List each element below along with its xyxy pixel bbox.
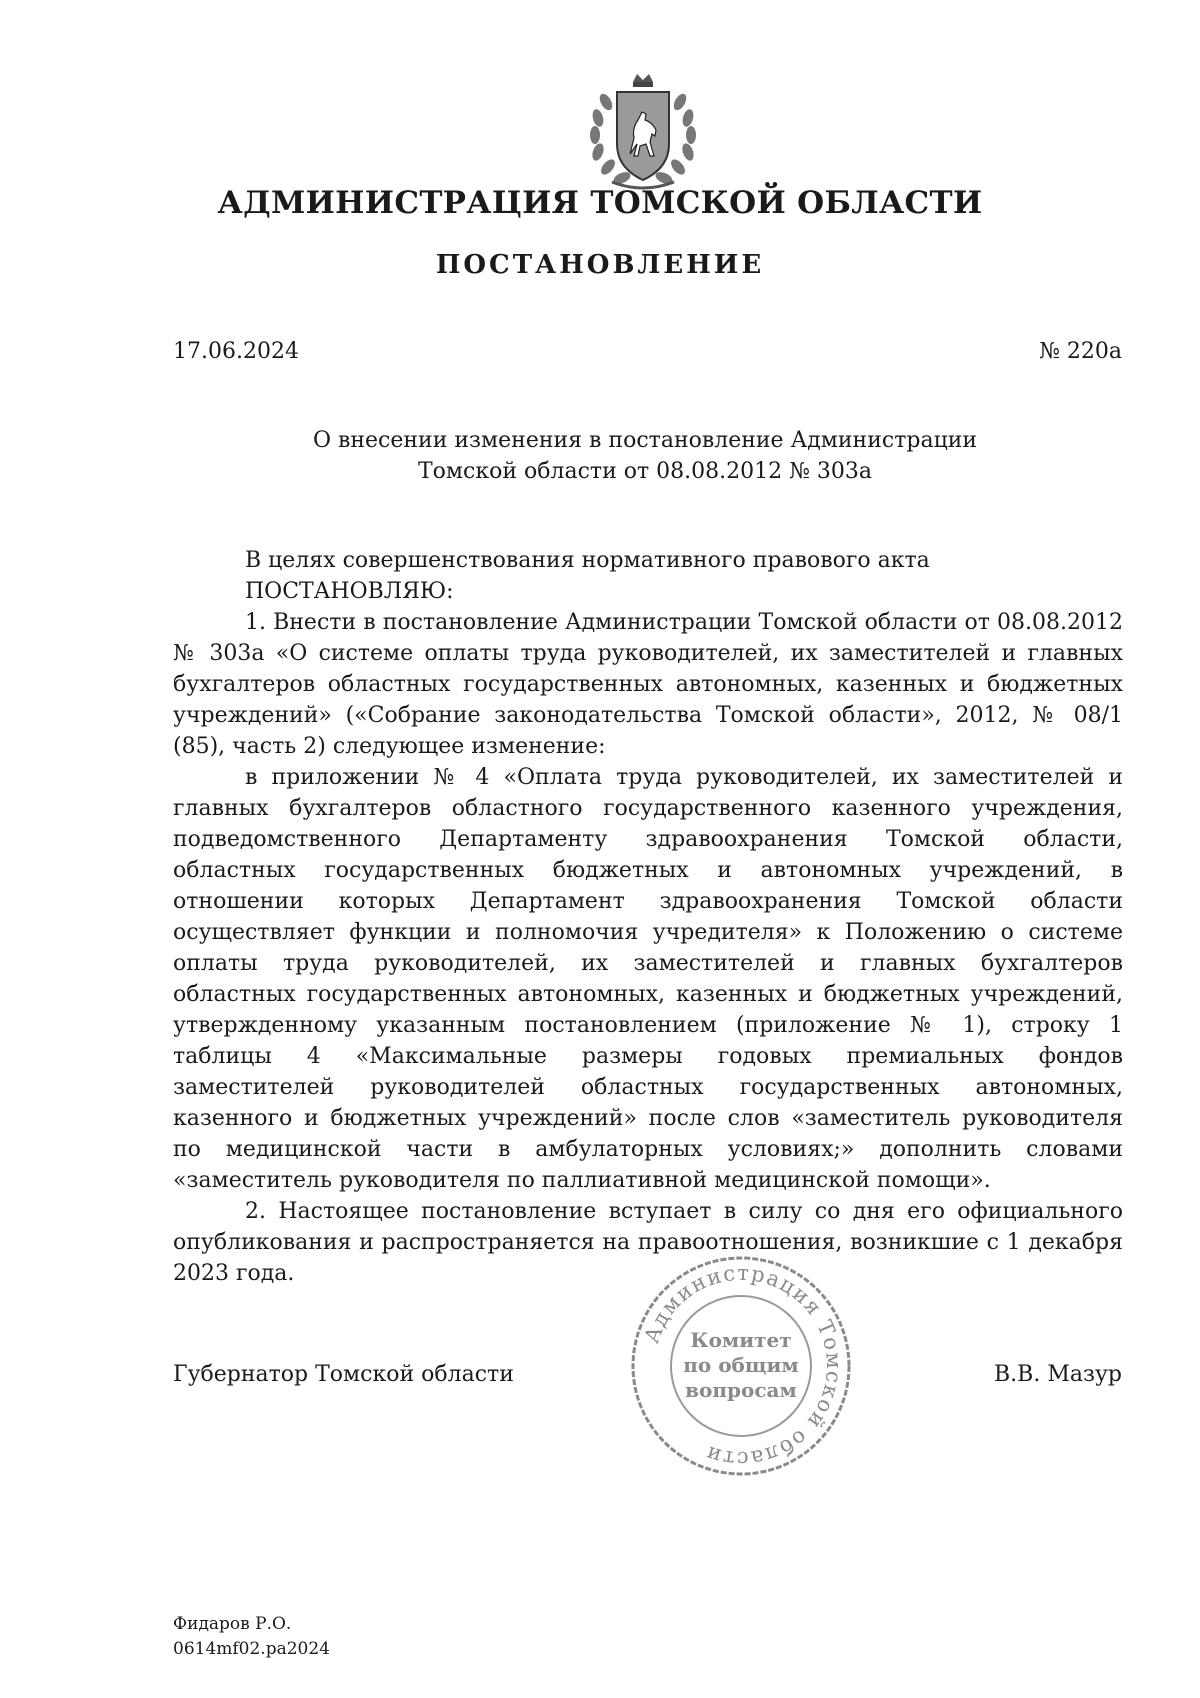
- document-subject: [0, 425, 1200, 487]
- document-body: [173, 545, 1123, 1289]
- subject-line-1: О внесении изменения в постановление Администрации: [312, 428, 978, 453]
- signer-name: В.В. Мазур: [994, 1362, 1122, 1387]
- stamp-ring-text: Администрация Томской области: [639, 1260, 847, 1472]
- document-date: 17.06.2024: [173, 339, 299, 364]
- body-item-1-detail: в приложении № 4 «Оплата труда руководителей, их заместителей и главных бухгалтеров областного государственного казенного учреждения, подведомственного Департаменту здравоохранения Томской области, областных государственных бюджетных и автономных учреждений, в отношении которых Департамент здравоохранения Томской области осуществляет функции и полномочия учредителя» к Положению о системе оплаты труда руководителей, их заместителей и главных бухгалтеров областных государственных автономных, казенных и бюджетных учреждений, утвержденному указанным постановлением (приложение № 1), строку 1 таблицы 4 «Максимальные размеры годовых премиальных фондов заместителей руководителей областных государственных автономных, казенного и бюджетных учреждений» после слов «заместитель руководителя по медицинской части в амбулаторных условиях;» дополнить словами «заместитель руководителя по паллиативной медицинской помощи».: [173, 765, 1123, 1193]
- executor-name: Фидаров Р.О.: [173, 1614, 292, 1634]
- body-item-2: 2. Настоящее постановление вступает в силу со дня его официального опубликования и распространяется на правоотношения, возникшие с 1 декабря 2023 года.: [173, 1199, 1123, 1286]
- subject-line-2: Томской области от 08.08.2012 № 303а: [417, 459, 873, 484]
- body-item-1: 1. Внести в постановление Администрации Томской области от 08.08.2012 № 303а «О системе оплаты труда руководителей, их заместителей и главных бухгалтеров областных государственных автономных, казенных и бюджетных учреждений» («Собрание законодательства Томской области», 2012, № 08/1 (85), часть 2) следующее изменение:: [173, 610, 1123, 759]
- document-code: 0614mf02.pa2024: [173, 1639, 330, 1659]
- signer-position: Губернатор Томской области: [173, 1362, 514, 1387]
- body-intro: В целях совершенствования нормативного правового акта: [245, 548, 930, 573]
- document-footer: [173, 1612, 330, 1662]
- coat-of-arms-icon: [582, 72, 704, 190]
- stamp-center-line-1: Комитет: [690, 1328, 792, 1352]
- body-resolve: ПОСТАНОВЛЯЮ:: [245, 579, 454, 604]
- document-number: № 220а: [1039, 339, 1122, 364]
- organization-title: АДМИНИСТРАЦИЯ ТОМСКОЙ ОБЛАСТИ: [217, 185, 983, 221]
- document-type: ПОСТАНОВЛЕНИЕ: [435, 250, 765, 280]
- stamp-center-line-2: по общим: [683, 1353, 799, 1377]
- official-stamp: [628, 1253, 854, 1479]
- stamp-center-line-3: вопросам: [685, 1378, 797, 1402]
